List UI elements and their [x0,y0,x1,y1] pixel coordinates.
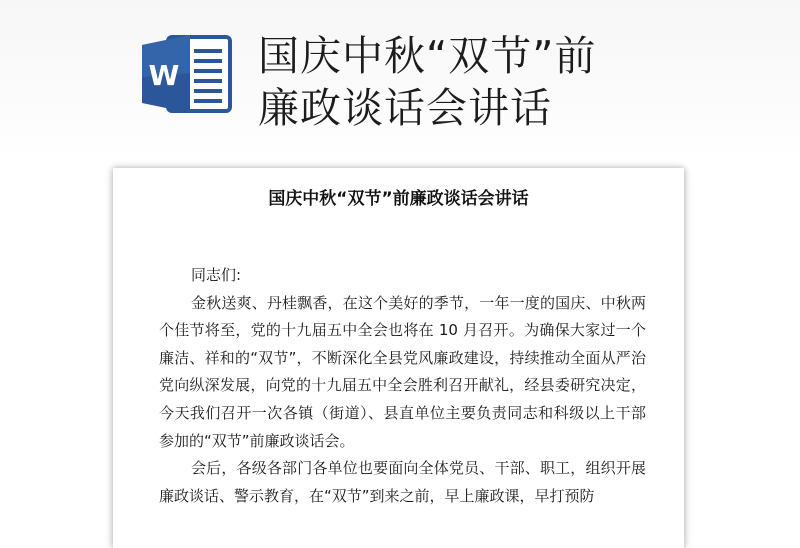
paragraph-2: 会后，各级各部门各单位也要面向全体党员、干部、职工，组织开展廉政谈话、警示教育，在“双节”到来之前，早上廉政课，早打预防 [159,459,646,505]
document-body [159,262,646,510]
word-icon-letter: W [148,59,180,92]
document-page [113,168,684,548]
banner-title [258,30,778,134]
banner-title-line2: 廉政谈话会讲话 [258,84,552,132]
banner-title-line1: 国庆中秋“双节”前 [258,32,597,80]
salutation: 同志们: [191,266,242,284]
word-document-icon [138,33,234,115]
banner [0,0,800,160]
paragraph-1: 金秋送爽、丹桂飘香，在这个美好的季节，一年一度的国庆、中秋两个佳节将至，党的十九届五中全会也将在 10 月召开。为确保大家过一个廉洁、祥和的“双节”，不断深化全县党风廉政建设，持续推动全面从严治党向纵深发展，向党的十九届五中全会胜利召开献礼，经县委研究决定，今天我们召开一次各镇（街道）、县直单位主要负责同志和科级以上干部参加的“双节”前廉政谈话会。 [159,293,646,450]
document-title: 国庆中秋“双节”前廉政谈话会讲话 [268,189,529,209]
